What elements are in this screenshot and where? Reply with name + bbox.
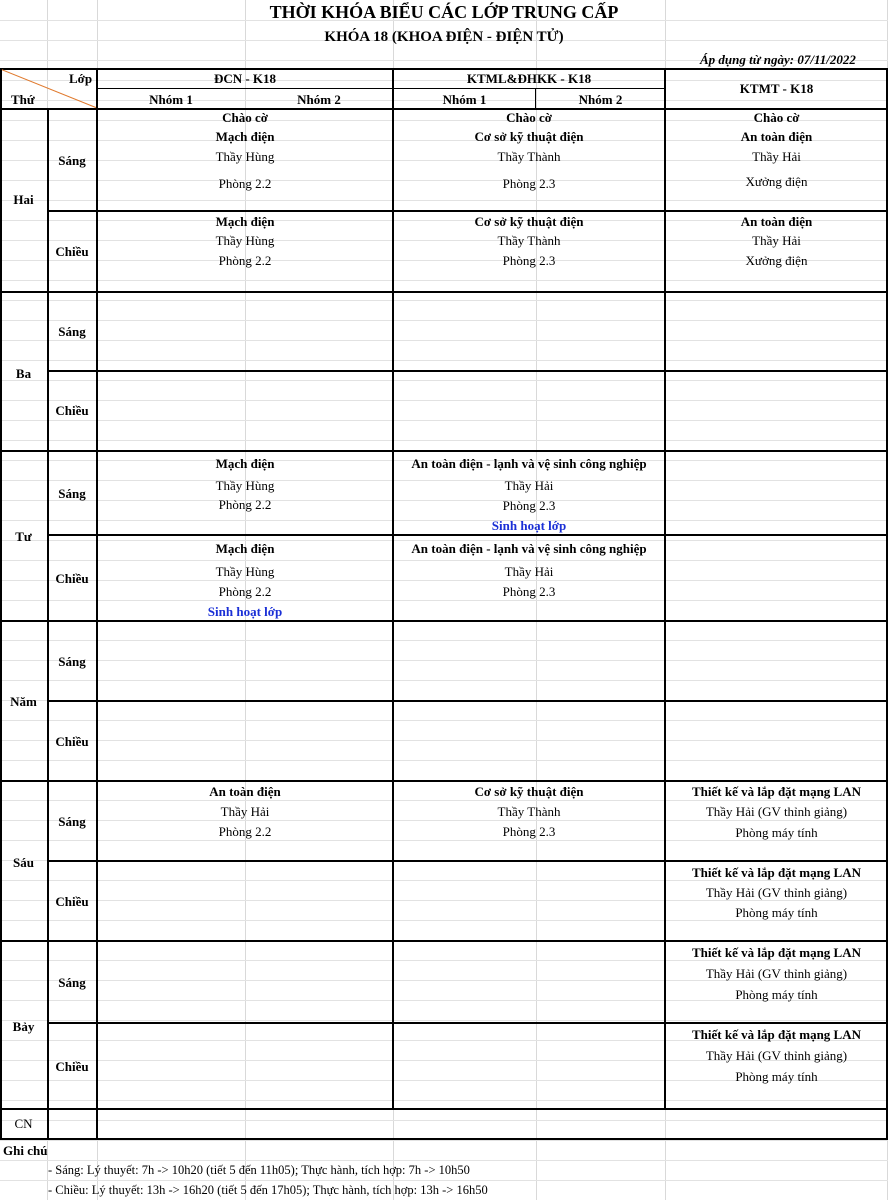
hai-chieu-ktml-room: Phòng 2.3 — [502, 253, 556, 268]
day-tu: Tư — [15, 529, 32, 544]
tu-sang-ktml-subject: An toàn điện - lạnh và vệ sinh công nghiệp — [411, 456, 647, 471]
bay-chieu-ktmt-subject: Thiết kế và lắp đặt mạng LAN — [691, 1027, 862, 1042]
tu-sang-ktml-class-meeting: Sinh hoạt lớp — [491, 518, 567, 533]
day-cn: CN — [14, 1116, 33, 1131]
session-sau-chieu: Chiều — [55, 894, 89, 909]
session-hai-chieu: Chiều — [55, 244, 89, 259]
class-ktmt: KTMT - K18 — [739, 81, 814, 96]
session-ba-sang: Sáng — [58, 324, 86, 339]
session-tu-chieu: Chiều — [55, 571, 89, 586]
class-dcn: ĐCN - K18 — [213, 71, 277, 86]
session-bay-sang: Sáng — [58, 975, 86, 990]
hai-sang-ktmt-teacher: Thầy Hải — [752, 149, 801, 164]
hai-sang-ktml-room: Phòng 2.3 — [502, 176, 556, 191]
hai-chieu-ktmt-teacher: Thầy Hải — [752, 233, 801, 248]
tu-sang-ktml-room: Phòng 2.3 — [502, 498, 556, 513]
notes-afternoon: - Chiều: Lý thuyết: 13h -> 16h20 (tiết 5 đến 17h05); Thực hành, tích hợp: 13h -> 16h50 — [48, 1183, 488, 1197]
hai-sang-dcn-flag: Chào cờ — [222, 110, 268, 125]
hai-chieu-ktml-subject: Cơ sở kỹ thuật điện — [474, 214, 584, 229]
header-thu: Thứ — [11, 92, 35, 107]
hai-sang-ktmt-room: Xưởng điện — [745, 174, 808, 189]
sau-sang-ktml-teacher: Thầy Thành — [497, 804, 561, 819]
session-hai-sang: Sáng — [58, 153, 86, 168]
hai-chieu-dcn-teacher: Thầy Hùng — [215, 233, 275, 248]
tu-sang-ktml-teacher: Thầy Hải — [504, 478, 554, 493]
sau-sang-dcn-room: Phòng 2.2 — [218, 824, 272, 839]
hai-chieu-ktml-teacher: Thầy Thành — [497, 233, 561, 248]
bay-chieu-ktmt-room: Phòng máy tính — [735, 1069, 818, 1084]
hai-chieu-ktmt-subject: An toàn điện — [740, 214, 813, 229]
bay-sang-ktmt-subject: Thiết kế và lắp đặt mạng LAN — [691, 945, 862, 960]
sau-sang-ktml-room: Phòng 2.3 — [502, 824, 556, 839]
sau-sang-ktml-subject: Cơ sở kỹ thuật điện — [474, 784, 584, 799]
sau-sang-dcn-teacher: Thầy Hải — [220, 804, 270, 819]
tu-chieu-dcn-class-meeting: Sinh hoạt lớp — [207, 604, 283, 619]
hai-sang-ktml-flag: Chào cờ — [506, 110, 552, 125]
day-sau: Sáu — [13, 855, 34, 870]
sau-chieu-ktmt-teacher: Thầy Hải (GV thỉnh giảng) — [705, 885, 848, 900]
hai-sang-ktmt-subject: An toàn điện — [740, 129, 813, 144]
page-subtitle: KHÓA 18 (KHOA ĐIỆN - ĐIỆN TỬ) — [324, 29, 564, 45]
sau-sang-ktmt-room: Phòng máy tính — [735, 825, 818, 840]
session-sau-sang: Sáng — [58, 814, 86, 829]
tu-chieu-ktml-teacher: Thầy Hải — [504, 564, 554, 579]
tu-chieu-dcn-teacher: Thầy Hùng — [215, 564, 275, 579]
tu-sang-dcn-room: Phòng 2.2 — [218, 497, 272, 512]
session-nam-chieu: Chiều — [55, 734, 89, 749]
sau-chieu-ktmt-room: Phòng máy tính — [735, 905, 818, 920]
session-bay-chieu: Chiều — [55, 1059, 89, 1074]
session-nam-sang: Sáng — [58, 654, 86, 669]
tu-sang-dcn-teacher: Thầy Hùng — [215, 478, 275, 493]
day-nam: Năm — [10, 694, 37, 709]
sau-sang-ktmt-subject: Thiết kế và lắp đặt mạng LAN — [691, 784, 862, 799]
tu-chieu-ktml-room: Phòng 2.3 — [502, 584, 556, 599]
tu-sang-dcn-subject: Mạch điện — [215, 456, 275, 471]
ktml-group-1: Nhóm 1 — [442, 92, 487, 107]
sau-sang-dcn-subject: An toàn điện — [209, 784, 281, 799]
session-ba-chieu: Chiều — [55, 403, 89, 418]
notes-morning: - Sáng: Lý thuyết: 7h -> 10h20 (tiết 5 đến 11h05); Thực hành, tích hợp: 7h -> 10h50 — [48, 1163, 470, 1177]
applied-date: Áp dụng từ ngày: 07/11/2022 — [700, 52, 856, 67]
tu-chieu-dcn-subject: Mạch điện — [215, 541, 275, 556]
header-lop: Lớp — [69, 71, 93, 86]
day-bay: Bảy — [12, 1019, 35, 1034]
sau-chieu-ktmt-subject: Thiết kế và lắp đặt mạng LAN — [691, 865, 862, 880]
page-title: THỜI KHÓA BIỂU CÁC LỚP TRUNG CẤP — [269, 2, 619, 22]
hai-sang-dcn-teacher: Thầy Hùng — [215, 149, 275, 164]
hai-chieu-dcn-subject: Mạch điện — [215, 214, 275, 229]
sau-sang-ktmt-teacher: Thầy Hải (GV thỉnh giảng) — [705, 804, 848, 819]
tu-chieu-ktml-subject: An toàn điện - lạnh và vệ sinh công nghiệp — [411, 541, 647, 556]
hai-sang-ktmt-flag: Chào cờ — [753, 110, 800, 125]
hai-sang-ktml-subject: Cơ sở kỹ thuật điện — [474, 129, 584, 144]
notes-label: Ghi chú — [3, 1143, 48, 1158]
ktml-group-2: Nhóm 2 — [578, 92, 623, 107]
hai-sang-dcn-subject: Mạch điện — [215, 129, 275, 144]
session-tu-sang: Sáng — [58, 486, 86, 501]
bay-sang-ktmt-teacher: Thầy Hải (GV thỉnh giảng) — [705, 966, 848, 981]
day-hai: Hai — [13, 192, 34, 207]
hai-chieu-ktmt-room: Xưởng điện — [745, 253, 808, 268]
hai-sang-ktml-teacher: Thầy Thành — [497, 149, 561, 164]
hai-sang-dcn-room: Phòng 2.2 — [218, 176, 272, 191]
dcn-group-2: Nhóm 2 — [297, 92, 341, 107]
class-ktml: KTML&ĐHKK - K18 — [466, 71, 592, 86]
bay-chieu-ktmt-teacher: Thầy Hải (GV thỉnh giảng) — [705, 1048, 848, 1063]
hai-chieu-dcn-room: Phòng 2.2 — [218, 253, 272, 268]
bay-sang-ktmt-room: Phòng máy tính — [735, 987, 818, 1002]
tu-chieu-dcn-room: Phòng 2.2 — [218, 584, 272, 599]
day-ba: Ba — [15, 366, 32, 381]
dcn-group-1: Nhóm 1 — [149, 92, 193, 107]
